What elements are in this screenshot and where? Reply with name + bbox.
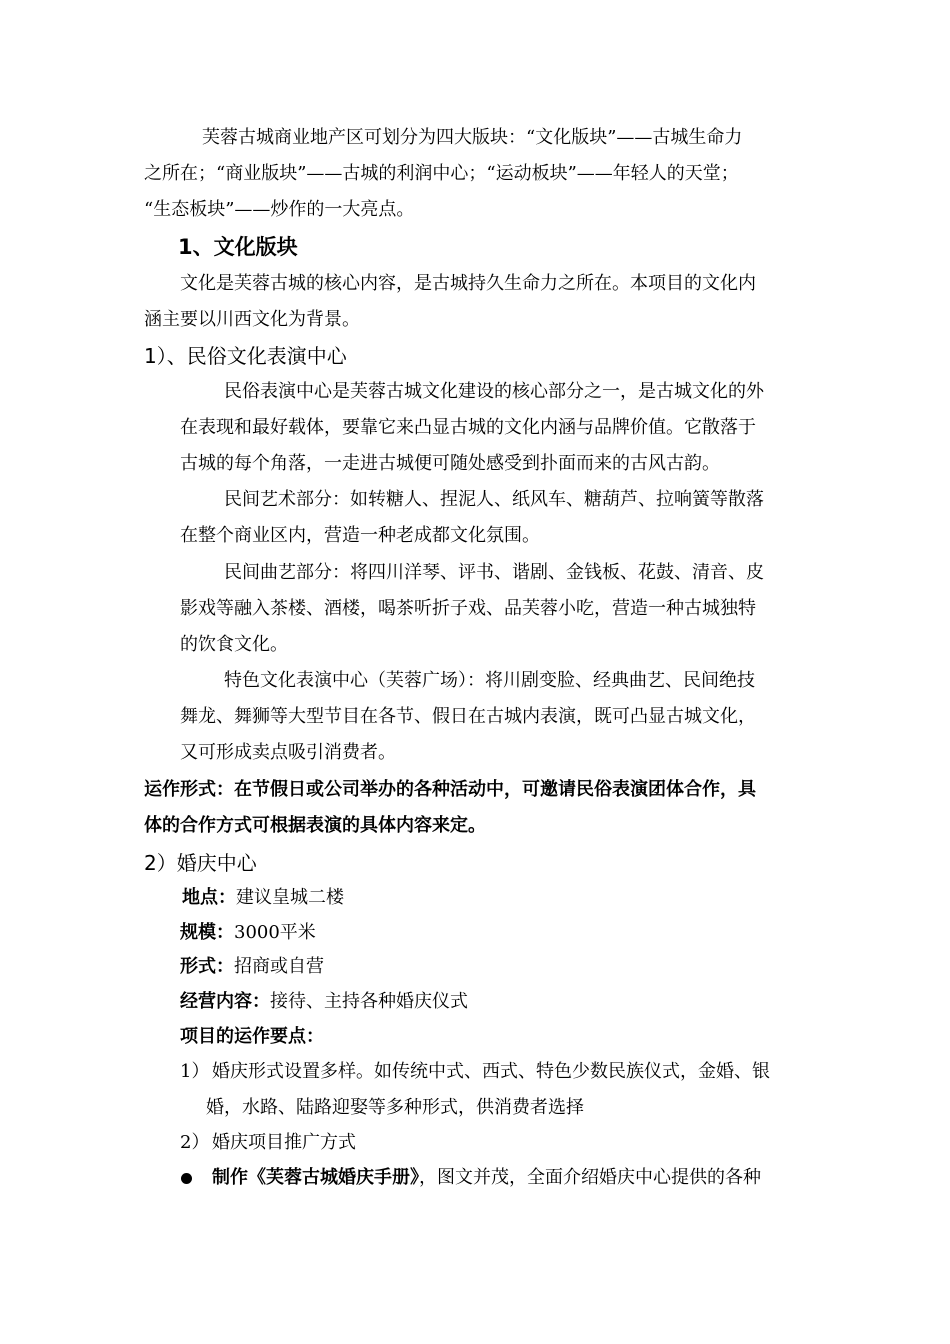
operation-line-1: 运作形式：在节假日或公司举办的各种活动中，可邀请民俗表演团体合作，具 <box>144 779 756 800</box>
folk-para-2-line-2: 在整个商业区内，营造一种老成都文化氛围。 <box>180 525 540 546</box>
bullet-1-bold: 制作《芙蓉古城婚庆手册》 <box>212 1167 419 1188</box>
folk-para-4-line-3: 又可形成卖点吸引消费者。 <box>180 742 396 763</box>
folk-para-4-line-1: 特色文化表演中心（芙蓉广场）：将川剧变脸、经典曲艺、民间绝技 <box>224 670 755 691</box>
content-value: 接待、主持各种婚庆仪式 <box>270 991 468 1012</box>
form-label: 形式： <box>180 956 234 977</box>
folk-para-4-line-2: 舞龙、舞狮等大型节目在各节、假日在古城内表演，既可凸显古城文化， <box>180 706 756 727</box>
subsection-1-heading: 1）、民俗文化表演中心 <box>144 344 347 368</box>
point-1-number: 1） <box>180 1061 210 1082</box>
folk-para-3-line-2: 影戏等融入茶楼、酒楼，喝茶听折子戏、品芙蓉小吃，营造一种古城独特 <box>180 598 756 619</box>
folk-para-2-line-1: 民间艺术部分：如转糖人、捏泥人、纸风车、糖葫芦、拉响簧等散落 <box>224 489 764 510</box>
form-value: 招商或自营 <box>234 956 324 977</box>
bullet-1-rest: ，图文并茂，全面介绍婚庆中心提供的各种 <box>419 1167 761 1188</box>
folk-para-3-line-3: 的饮食文化。 <box>180 634 288 655</box>
scale-label: 规模： <box>180 922 234 943</box>
point-1-line-2: 婚，水路、陆路迎娶等多种形式，供消费者选择 <box>206 1097 584 1118</box>
scale-row <box>180 915 316 951</box>
scale-value: 3000平米 <box>234 922 316 943</box>
section-1-line-2: 涵主要以川西文化为背景。 <box>144 309 360 330</box>
point-2-text: 婚庆项目推广方式 <box>212 1132 356 1153</box>
intro-line-3: “生态板块”——炒作的一大亮点。 <box>144 199 415 220</box>
intro-line-2: 之所在；“商业版块”——古城的利润中心；“运动板块”——年轻人的天堂； <box>144 163 739 184</box>
folk-para-3-line-1: 民间曲艺部分：将四川洋琴、评书、谐剧、金钱板、花鼓、清音、皮 <box>224 562 764 583</box>
point-2-number: 2） <box>180 1132 210 1153</box>
bullet-1 <box>212 1160 761 1196</box>
folk-para-1-line-1: 民俗表演中心是芙蓉古城文化建设的核心部分之一，是古城文化的外 <box>224 381 764 402</box>
subsection-2-heading: 2）婚庆中心 <box>144 851 257 875</box>
section-1-line-1: 文化是芙蓉古城的核心内容，是古城持久生命力之所在。本项目的文化内 <box>180 273 756 294</box>
form-row <box>180 949 324 985</box>
bullet-dot-icon <box>181 1173 192 1184</box>
content-row <box>180 984 468 1020</box>
operation-line-2: 体的合作方式可根据表演的具体内容来定。 <box>144 815 486 836</box>
location-label: 地点： <box>182 887 236 908</box>
intro-line-1: 芙蓉古城商业地产区可划分为四大版块：“文化版块”——古城生命力 <box>202 127 743 148</box>
operation-points-title: 项目的运作要点： <box>180 1026 324 1047</box>
folk-para-1-line-2: 在表现和最好载体，要靠它来凸显古城的文化内涵与品牌价值。它散落于 <box>180 417 756 438</box>
location-row <box>182 880 344 916</box>
point-1-line-1: 婚庆形式设置多样。如传统中式、西式、特色少数民族仪式，金婚、银 <box>212 1061 770 1082</box>
content-label: 经营内容： <box>180 991 270 1012</box>
location-value: 建议皇城二楼 <box>236 887 344 908</box>
folk-para-1-line-3: 古城的每个角落，一走进古城便可随处感受到扑面而来的古风古韵。 <box>180 453 720 474</box>
section-1-heading: 1、文化版块 <box>178 235 298 259</box>
